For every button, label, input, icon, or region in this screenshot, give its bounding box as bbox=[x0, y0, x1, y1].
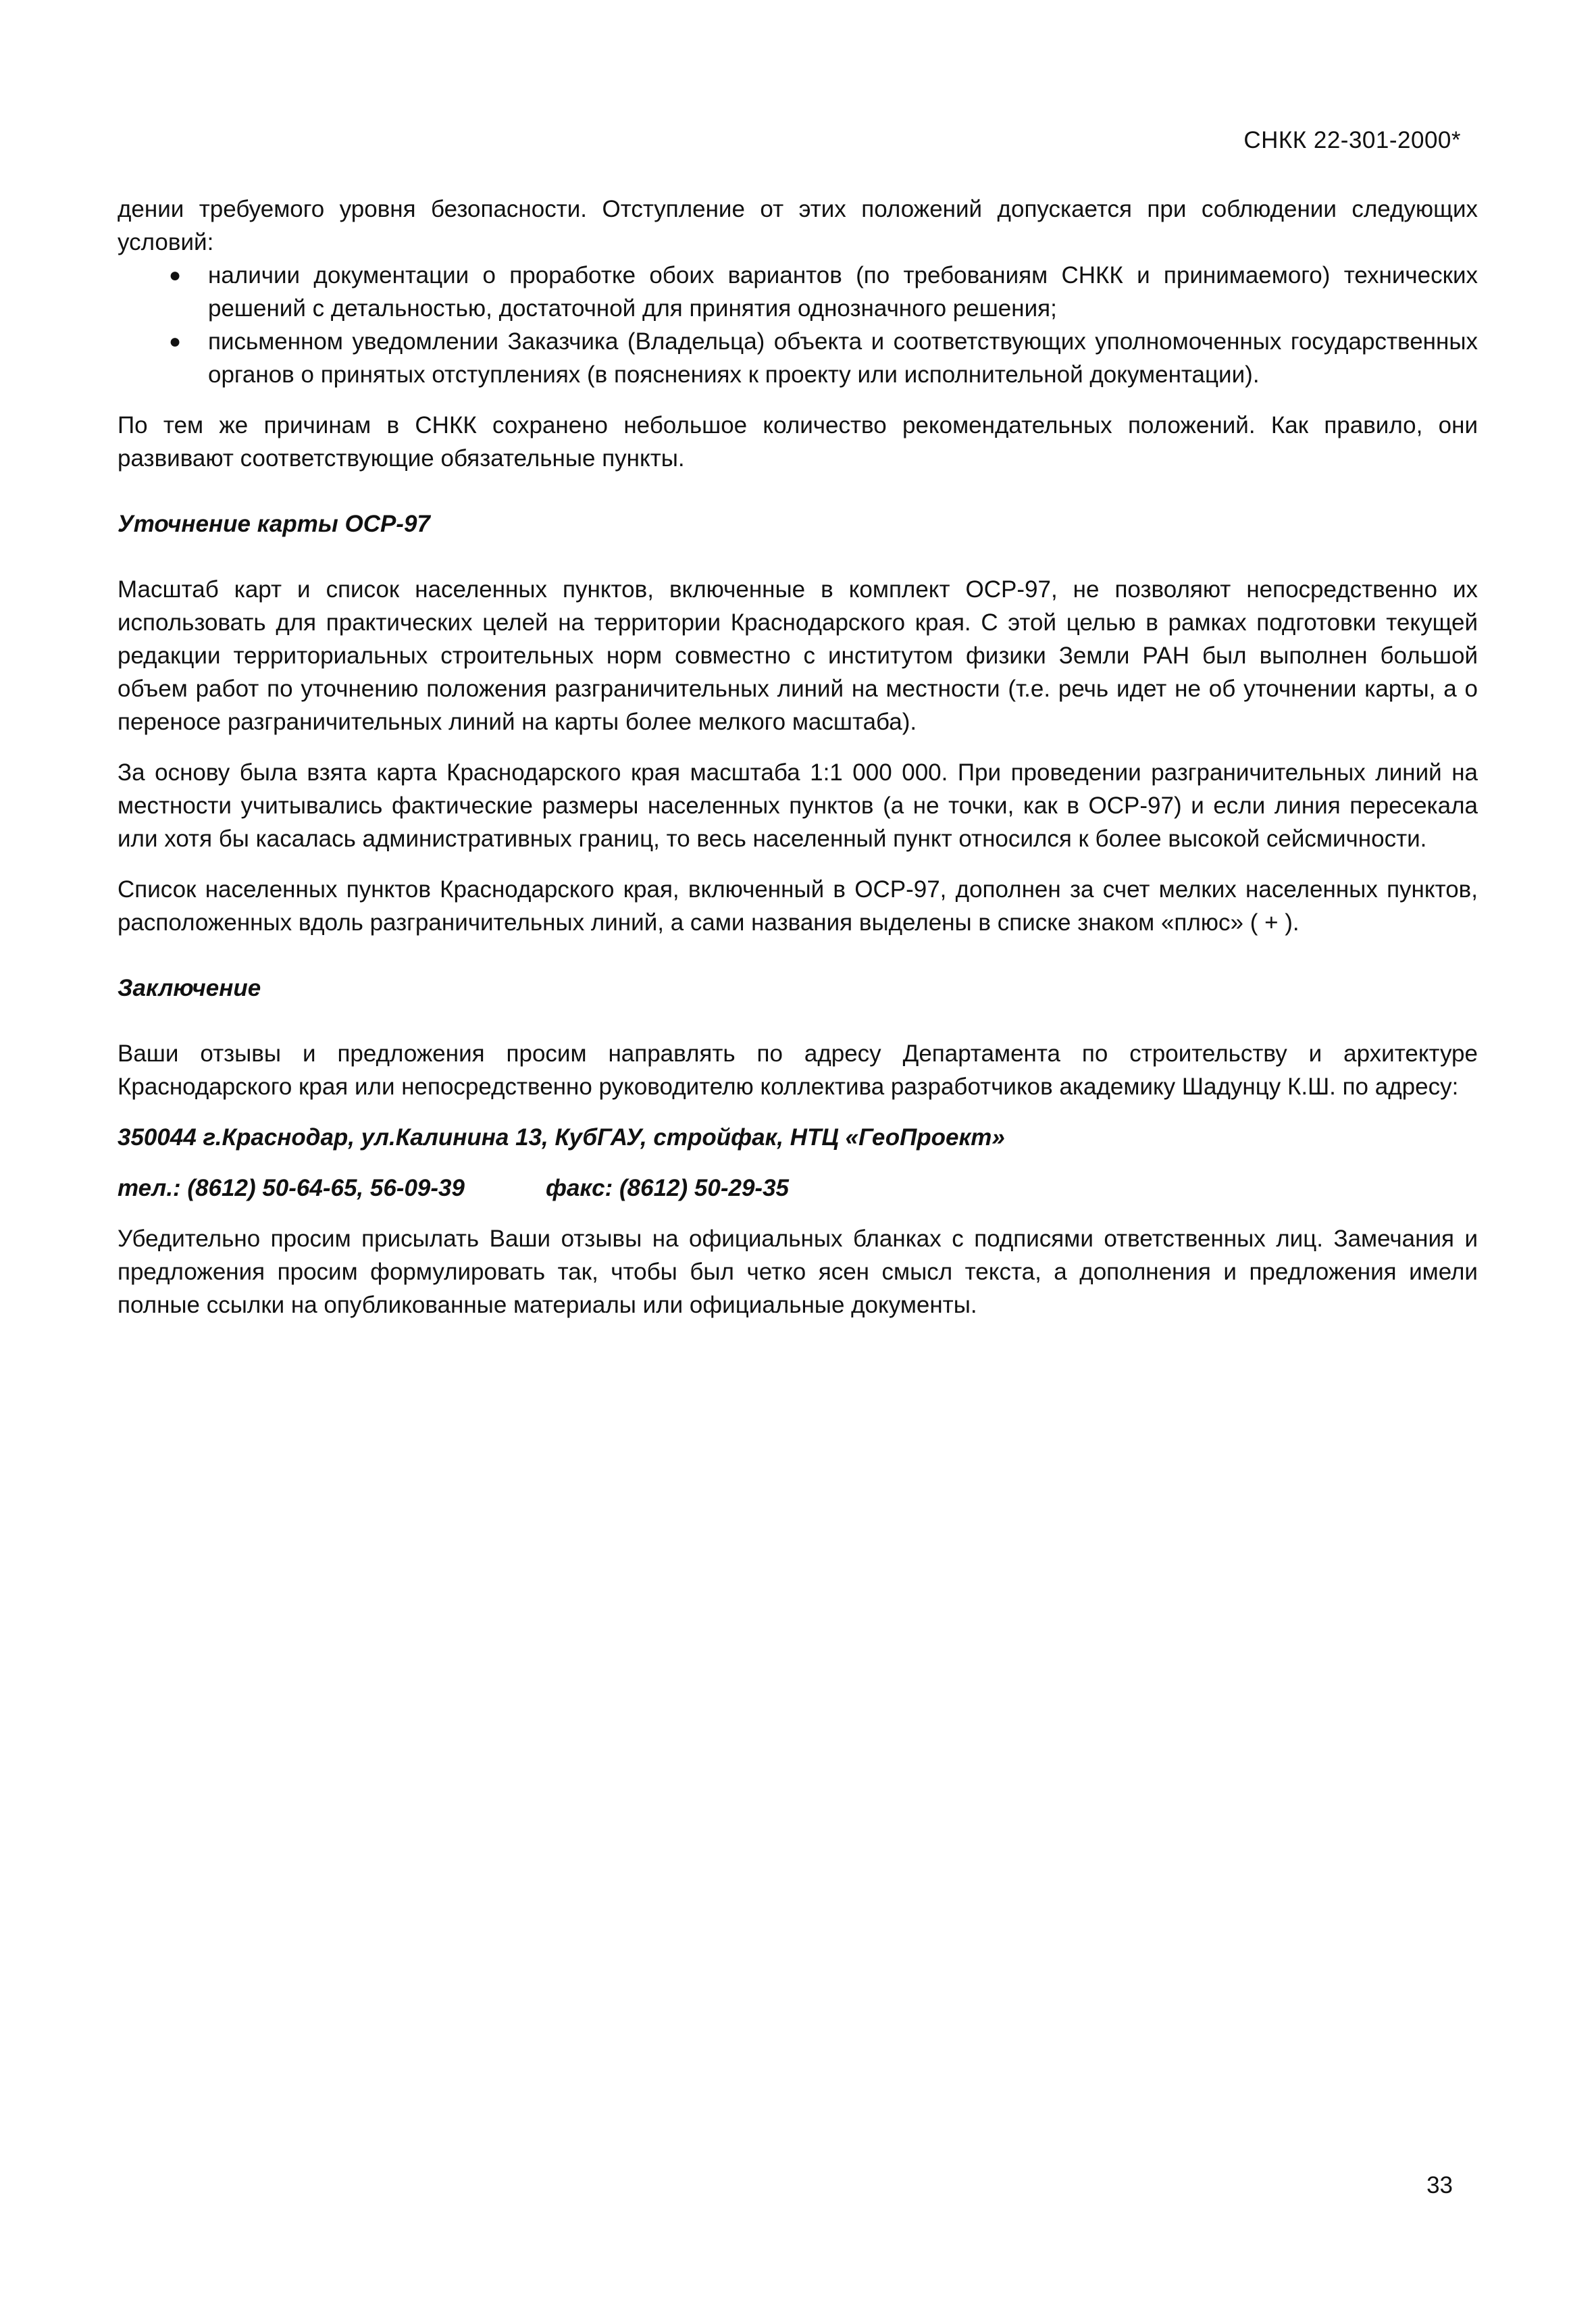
conditions-list bbox=[118, 259, 1478, 391]
list-item-text: наличии документации о проработке обоих вариантов (по требованиям СНКК и принимаемого) технических решений с детальностью, достаточной для принятия однозначного решения; bbox=[208, 262, 1478, 322]
list-item bbox=[118, 325, 1478, 391]
postal-address: 350044 г.Краснодар, ул.Калинина 13, КубГАУ, стройфак, НТЦ «ГеоПроект» bbox=[118, 1124, 1005, 1151]
map-refinement-paragraph-1: Масштаб карт и список населенных пунктов, включенные в комплект ОСР-97, не позволяют непосредственно их использовать для практических целей на территории Краснодарского края. С этой целью в рамках подготовки текущей редакции территориальных строительных норм совместно с институтом физики Земли РАН был выполнен большой объем работ по уточнению положения разграничительных линий на местности (т.е. речь идет не об уточнении карты, а о переносе разграничительных линий на карты более мелкого масштаба). bbox=[118, 576, 1478, 735]
phone-number: тел.: (8612) 50-64-65, 56-09-39 bbox=[118, 1175, 465, 1201]
page-content bbox=[118, 193, 1478, 1322]
fax-number: факс: (8612) 50-29-35 bbox=[545, 1175, 789, 1201]
bullet-icon: ● bbox=[169, 264, 182, 286]
map-refinement-paragraph-3: Список населенных пунктов Краснодарского края, включенный в ОСР-97, дополнен за счет мелких населенных пунктов, расположенных вдоль разграничительных линий, а сами названия выделены в списке знаком «плюс» ( + ). bbox=[118, 876, 1478, 936]
bullet-icon: ● bbox=[169, 330, 182, 353]
list-item-text: письменном уведомлении Заказчика (Владельца) объекта и соответствующих уполномоченных государственных органов о принятых отступлениях (в пояснениях к проекту или исполнительной документации). bbox=[208, 328, 1478, 388]
conclusion-paragraph-1: Ваши отзывы и предложения просим направлять по адресу Департамента по строительству и архитектуре Краснодарского края или непосредственно руководителю коллектива разработчиков академику Шадунцу К.Ш. по адресу: bbox=[118, 1040, 1478, 1100]
list-item bbox=[118, 259, 1478, 325]
contact-phones bbox=[118, 1172, 1478, 1205]
intro-paragraph: дении требуемого уровня безопасности. Отступление от этих положений допускается при соблюдении следующих условий: bbox=[118, 196, 1478, 255]
conclusion-paragraph-2: Убедительно просим присылать Ваши отзывы на официальных бланках с подписями ответственных лиц. Замечания и предложения просим формулировать так, чтобы был четко ясен смысл текста, а дополнения и предложения имели полные ссылки на опубликованные материалы или официальные документы. bbox=[118, 1226, 1478, 1318]
page-number: 33 bbox=[1426, 2172, 1453, 2198]
section-heading-map-refinement: Уточнение карты ОСР-97 bbox=[118, 511, 430, 537]
document-code: СНКК 22-301-2000* bbox=[1243, 127, 1461, 153]
section-heading-conclusion: Заключение bbox=[118, 975, 261, 1001]
recommendations-paragraph: По тем же причинам в СНКК сохранено небольшое количество рекомендательных положений. Как правило, они развивают соответствующие обязательные пункты. bbox=[118, 412, 1478, 472]
map-refinement-paragraph-2: За основу была взята карта Краснодарского края масштаба 1:1 000 000. При проведении разграничительных линий на местности учитывались фактические размеры населенных пунктов (а не точки, как в ОСР-97) и если линия пересекала или хотя бы касалась административных границ, то весь населенный пункт относился к более высокой сейсмичности. bbox=[118, 759, 1478, 852]
